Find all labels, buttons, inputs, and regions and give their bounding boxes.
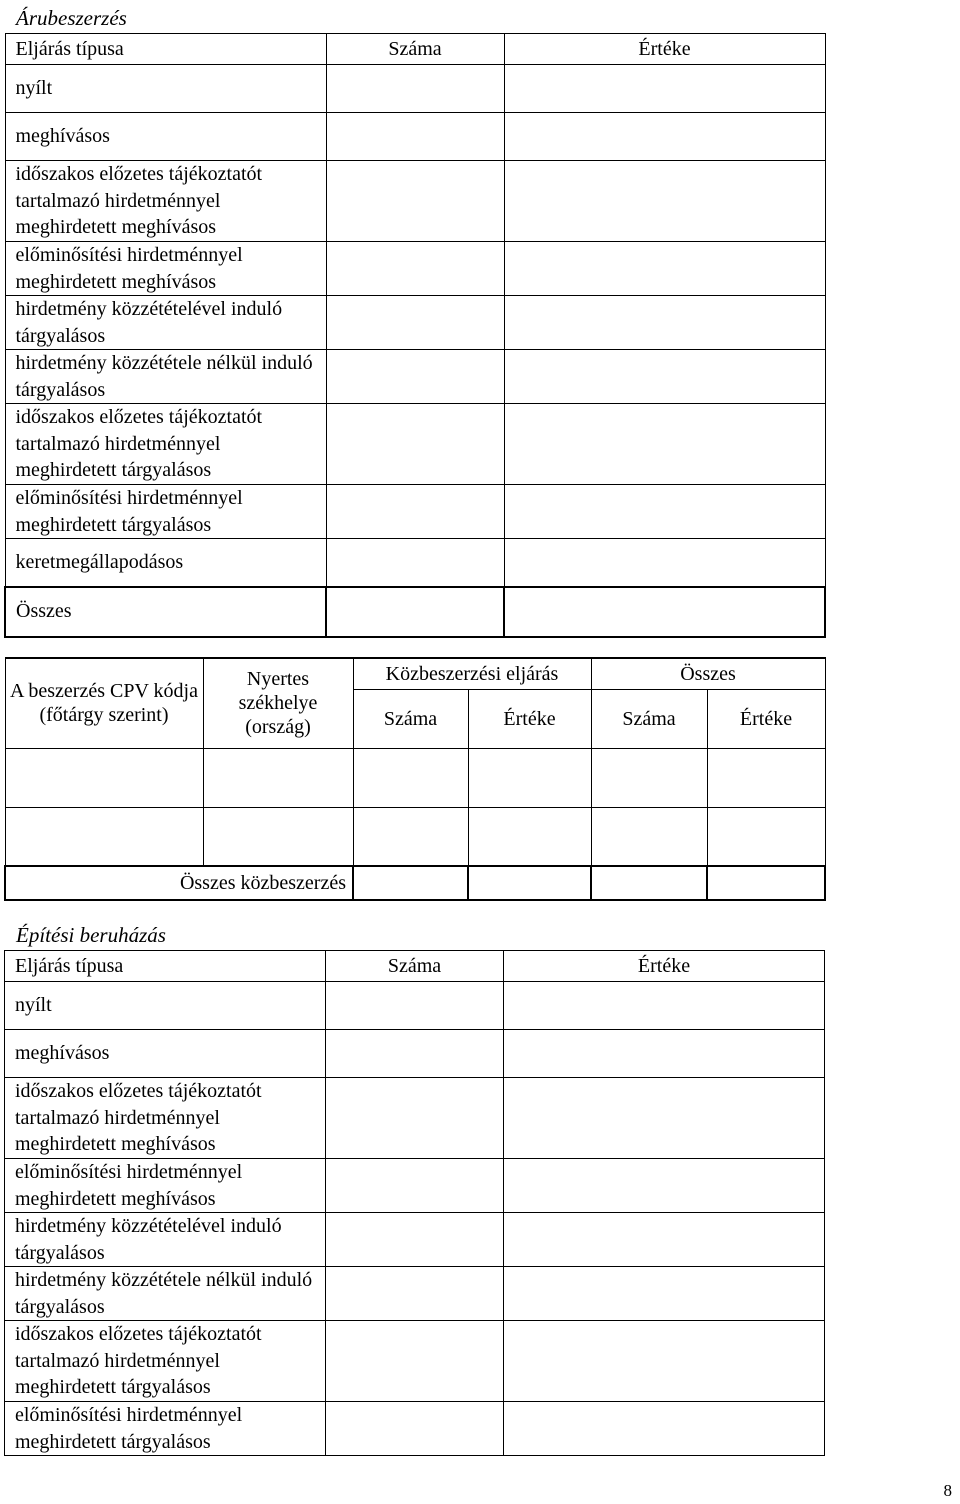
row-label-nyilt: nyílt: [5, 982, 326, 1030]
table-header-row: [5, 951, 825, 982]
table-row: [5, 350, 825, 404]
cell-erteke[interactable]: [504, 1030, 825, 1078]
cell-erteke[interactable]: [504, 1159, 825, 1213]
subheader-osszes-erteke: Értéke: [707, 689, 825, 748]
row-label-idoszakos-targyalasos: időszakos előzetes tájékoztatót tartalmazó hirdetménnyel meghirdetett tárgyalásos: [5, 1321, 326, 1402]
cell-cpv[interactable]: [5, 748, 203, 807]
cell-szama[interactable]: [326, 1159, 504, 1213]
cell-szama[interactable]: [326, 1402, 504, 1456]
total-erteke[interactable]: [504, 587, 825, 637]
cell-szama[interactable]: [326, 485, 504, 539]
row-label-hirdetmeny-nelkul: hirdetmény közzététele nélkül induló tárgyalásos: [5, 350, 326, 404]
row-label-elominositesi-meghivasos: előminősítési hirdetménnyel meghirdetett meghívásos: [5, 1159, 326, 1213]
cell-erteke[interactable]: [504, 1402, 825, 1456]
header-szama: Száma: [326, 951, 504, 982]
cell-szama[interactable]: [326, 1321, 504, 1402]
table-header-row: [5, 658, 825, 689]
cell-szama[interactable]: [326, 1030, 504, 1078]
total-row: [5, 866, 825, 900]
cell-osszes-szama[interactable]: [591, 748, 707, 807]
cell-erteke[interactable]: [504, 113, 825, 161]
row-label-idoszakos-meghivasos: időszakos előzetes tájékoztatót tartalmazó hirdetménnyel meghirdetett meghívásos: [5, 1078, 326, 1159]
cell-osszes-szama[interactable]: [591, 807, 707, 866]
total-szama[interactable]: [353, 866, 468, 900]
cell-szama[interactable]: [326, 161, 504, 242]
header-cpv-kod: A beszerzés CPV kódja (főtárgy szerint): [5, 658, 203, 748]
procurement-type-table-works: [4, 950, 825, 1456]
table-row: [5, 1030, 825, 1078]
table-row: [5, 807, 825, 866]
row-label-meghivasos: meghívásos: [5, 1030, 326, 1078]
header-eljaras-tipusa: Eljárás típusa: [5, 34, 326, 65]
cell-szama[interactable]: [353, 807, 468, 866]
total-label: Összes közbeszerzés: [5, 866, 353, 900]
cell-erteke[interactable]: [504, 350, 825, 404]
table-row: [5, 242, 825, 296]
table-row: [5, 982, 825, 1030]
section-title-arubeszerzes: Árubeszerzés: [16, 6, 127, 30]
row-label-nyilt: nyílt: [5, 65, 326, 113]
cell-szama[interactable]: [326, 982, 504, 1030]
cell-osszes-erteke[interactable]: [707, 807, 825, 866]
cell-szama[interactable]: [326, 242, 504, 296]
table-row: [5, 1213, 825, 1267]
cell-erteke[interactable]: [468, 748, 591, 807]
total-row: [5, 587, 825, 637]
cell-szama[interactable]: [353, 748, 468, 807]
row-label-hirdetmeny-kozzetetelevel: hirdetmény közzétételével induló tárgyalásos: [5, 296, 326, 350]
procurement-type-table-goods: [4, 33, 826, 638]
cell-szama[interactable]: [326, 404, 504, 485]
page-number: 8: [943, 1481, 952, 1500]
cell-cpv[interactable]: [5, 807, 203, 866]
table-row: [5, 1159, 825, 1213]
cpv-summary-table: [4, 657, 826, 901]
cell-erteke[interactable]: [504, 242, 825, 296]
header-nyertes-szekhelye: Nyertes székhelye (ország): [203, 658, 353, 748]
table-row: [5, 161, 825, 242]
cell-szama[interactable]: [326, 65, 504, 113]
table-header-row: [5, 34, 825, 65]
table-row: [5, 1078, 825, 1159]
subheader-szama: Száma: [353, 689, 468, 748]
cell-szekhely[interactable]: [203, 748, 353, 807]
cell-erteke[interactable]: [504, 1213, 825, 1267]
cell-erteke[interactable]: [504, 1321, 825, 1402]
row-label-elominositesi-targyalasos: előminősítési hirdetménnyel meghirdetett tárgyalásos: [5, 485, 326, 539]
row-label-idoszakos-targyalasos: időszakos előzetes tájékoztatót tartalmazó hirdetménnyel meghirdetett tárgyalásos: [5, 404, 326, 485]
cell-szama[interactable]: [326, 113, 504, 161]
row-label-elominositesi-targyalasos: előminősítési hirdetménnyel meghirdetett tárgyalásos: [5, 1402, 326, 1456]
total-szama[interactable]: [326, 587, 504, 637]
subheader-osszes-szama: Száma: [591, 689, 707, 748]
table-row: [5, 485, 825, 539]
cell-erteke[interactable]: [504, 296, 825, 350]
row-label-elominositesi-meghivasos: előminősítési hirdetménnyel meghirdetett meghívásos: [5, 242, 326, 296]
table-row: [5, 404, 825, 485]
cell-szama[interactable]: [326, 539, 504, 587]
cell-erteke[interactable]: [504, 1267, 825, 1321]
total-label: Összes: [5, 587, 326, 637]
total-osszes-szama[interactable]: [591, 866, 707, 900]
cell-szekhely[interactable]: [203, 807, 353, 866]
total-osszes-erteke[interactable]: [707, 866, 825, 900]
table-row: [5, 748, 825, 807]
section-title-epitesi-beruhazas: Építési beruházás: [16, 923, 166, 947]
cell-erteke[interactable]: [504, 485, 825, 539]
header-erteke: Értéke: [504, 951, 825, 982]
table-row: [5, 65, 825, 113]
cell-erteke[interactable]: [504, 161, 825, 242]
cell-erteke[interactable]: [504, 982, 825, 1030]
table-row: [5, 296, 825, 350]
row-label-idoszakos-meghivasos: időszakos előzetes tájékoztatót tartalmazó hirdetménnyel meghirdetett meghívásos: [5, 161, 326, 242]
table-row: [5, 539, 825, 587]
row-label-hirdetmeny-kozzetetelevel: hirdetmény közzétételével induló tárgyalásos: [5, 1213, 326, 1267]
cell-erteke[interactable]: [468, 807, 591, 866]
row-label-hirdetmeny-nelkul: hirdetmény közzététele nélkül induló tárgyalásos: [5, 1267, 326, 1321]
cell-szama[interactable]: [326, 296, 504, 350]
table-row: [5, 1267, 825, 1321]
row-label-meghivasos: meghívásos: [5, 113, 326, 161]
cell-erteke[interactable]: [504, 539, 825, 587]
row-label-keretmegallapodasos: keretmegállapodásos: [5, 539, 326, 587]
table-row: [5, 1321, 825, 1402]
subheader-erteke: Értéke: [468, 689, 591, 748]
total-erteke[interactable]: [468, 866, 591, 900]
header-szama: Száma: [326, 34, 504, 65]
cell-osszes-erteke[interactable]: [707, 748, 825, 807]
header-kozbeszerzesi-eljaras: Közbeszerzési eljárás: [353, 658, 591, 689]
cell-erteke[interactable]: [504, 404, 825, 485]
cell-erteke[interactable]: [504, 65, 825, 113]
cell-szama[interactable]: [326, 350, 504, 404]
cell-szama[interactable]: [326, 1267, 504, 1321]
table-row: [5, 113, 825, 161]
cell-erteke[interactable]: [504, 1078, 825, 1159]
header-erteke: Értéke: [504, 34, 825, 65]
header-osszes: Összes: [591, 658, 825, 689]
table-row: [5, 1402, 825, 1456]
cell-szama[interactable]: [326, 1213, 504, 1267]
cell-szama[interactable]: [326, 1078, 504, 1159]
header-eljaras-tipusa: Eljárás típusa: [5, 951, 326, 982]
